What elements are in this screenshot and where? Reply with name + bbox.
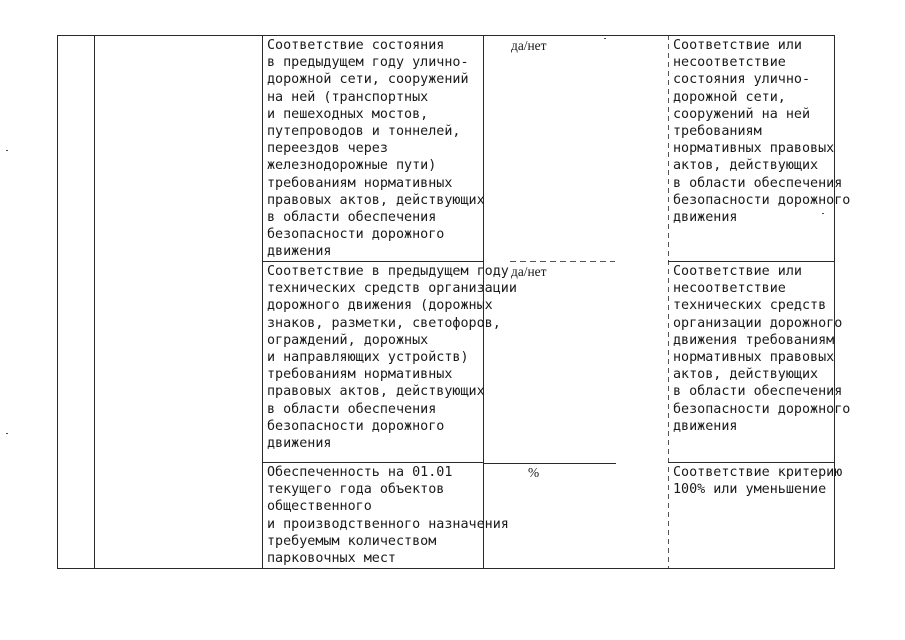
indicator-text: Обеспеченность на 01.01 текущего года объектов общественного и производственного назначения требуемым количеством парковочных мест — [267, 465, 509, 567]
row-divider — [668, 462, 835, 463]
table-column-divider — [94, 35, 95, 568]
criterion-text: Соответствие критерию 100% или уменьшение — [673, 465, 843, 498]
row-divider — [262, 462, 484, 463]
row-divider — [668, 261, 835, 262]
unit-text: да/нет — [511, 38, 547, 53]
table-bottom-border — [57, 568, 835, 569]
row-divider — [262, 261, 484, 262]
scan-speck — [604, 38, 606, 39]
unit-text: да/нет — [511, 264, 547, 279]
table-border-left — [57, 35, 58, 568]
table-column-divider-faint — [668, 35, 669, 568]
row-divider-faint — [510, 261, 615, 262]
scan-speck — [822, 213, 824, 214]
indicator-text: Соответствие состояния в предыдущем году улично- дорожной сети, сооружений на ней (транспортных и пешеходных мостов, путепроводов и тоннелей, переездов через железнодорожные пути) требованиям нормативных правовых актов, действующих в области обеспечения безопасности дорожного движения — [267, 38, 485, 260]
criterion-text: Соответствие или несоответствие технических средств организации дорожного движения требованиям нормативных правовых актов, действующих в области обеспечения безопасности дорожного движения — [673, 264, 851, 434]
table-top-border — [57, 35, 835, 36]
scan-speck — [6, 150, 8, 151]
indicator-text: Соответствие в предыдущем году технических средств организации дорожного движения (дорожных знаков, разметки, светофоров, ограждений, дорожных и направляющих устройств) требованиям нормативных правовых актов, действующих в области обеспечения безопасности дорожного движения — [267, 264, 517, 452]
unit-text: % — [528, 465, 540, 480]
criterion-text: Соответствие или несоответствие состояния улично- дорожной сети, сооружений на ней требованиям нормативных правовых актов, действующих в области обеспечения безопасности дорожного движения — [673, 38, 851, 226]
table-column-divider — [262, 35, 263, 568]
scan-speck — [6, 433, 8, 434]
